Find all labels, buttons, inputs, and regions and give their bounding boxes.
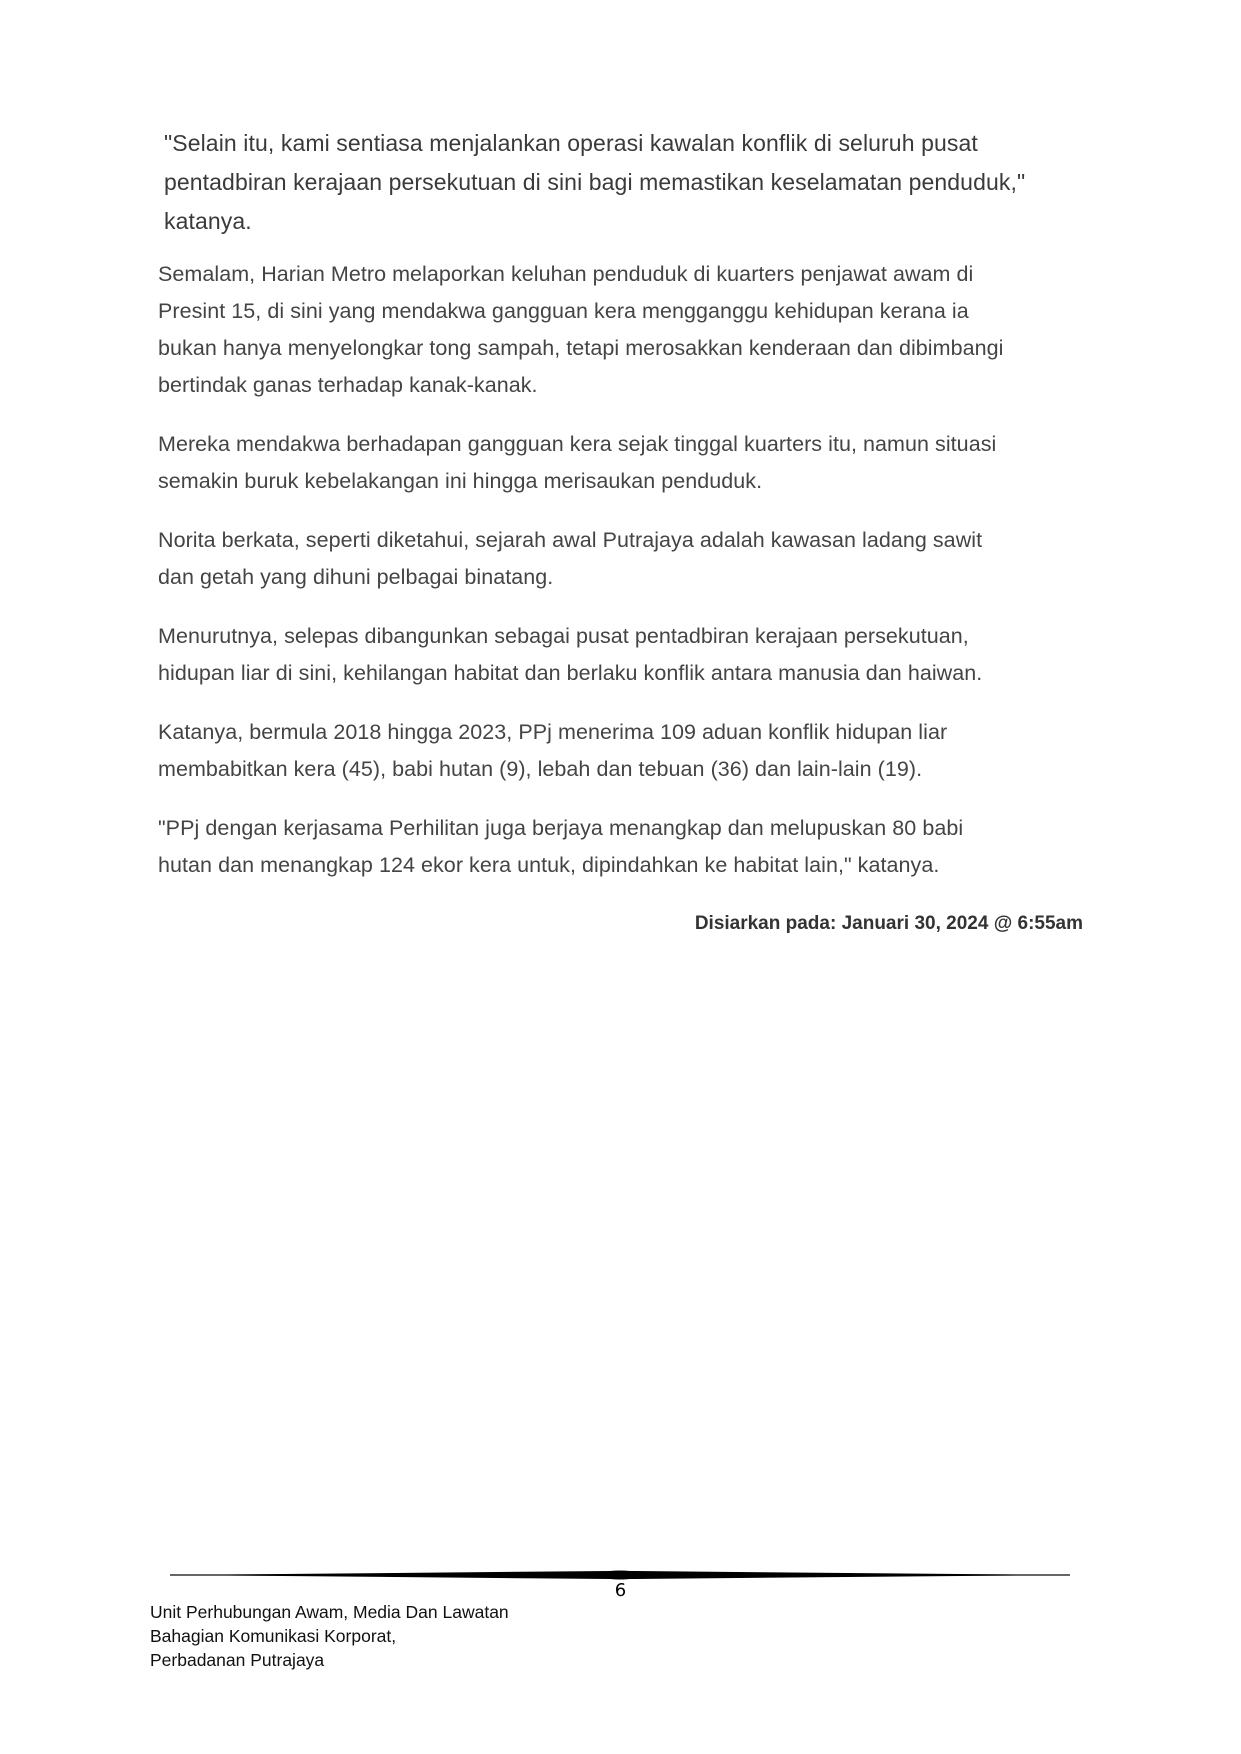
- paragraph-line: Menurutnya, selepas dibangunkan sebagai pusat pentadbiran kerajaan persekutuan,: [158, 624, 969, 648]
- paragraph: [158, 810, 1098, 884]
- page-number: 6: [614, 1580, 627, 1601]
- paragraph-line: bukan hanya menyelongkar tong sampah, tetapi merosakkan kenderaan dan dibimbangi: [158, 336, 1004, 360]
- footer-organization: [150, 1600, 509, 1672]
- paragraph-line: membabitkan kera (45), babi hutan (9), lebah dan tebuan (36) dan lain-lain (19).: [158, 757, 923, 781]
- article-body: [158, 124, 1098, 884]
- quote-line: "Selain itu, kami sentiasa menjalankan operasi kawalan konflik di seluruh pusat: [164, 130, 978, 156]
- paragraph-line: Mereka mendakwa berhadapan gangguan kera sejak tinggal kuarters itu, namun situasi: [158, 432, 997, 456]
- footer-line: Unit Perhubungan Awam, Media Dan Lawatan: [150, 1602, 509, 1622]
- paragraph: [158, 426, 1098, 500]
- quote-line: pentadbiran kerajaan persekutuan di sini bagi memastikan keselamatan penduduk,": [164, 169, 1026, 195]
- quote-line: katanya.: [164, 208, 252, 234]
- paragraph: [158, 618, 1098, 692]
- paragraph: [158, 256, 1098, 404]
- footer-line: Bahagian Komunikasi Korporat,: [150, 1626, 397, 1646]
- paragraph-line: dan getah yang dihuni pelbagai binatang.: [158, 565, 554, 589]
- paragraph-line: bertindak ganas terhadap kanak-kanak.: [158, 373, 538, 397]
- published-date: Disiarkan pada: Januari 30, 2024 @ 6:55am: [694, 913, 1083, 934]
- paragraph-line: Norita berkata, seperti diketahui, sejarah awal Putrajaya adalah kawasan ladang sawit: [158, 528, 983, 552]
- paragraph: [158, 714, 1098, 788]
- footer-line: Perbadanan Putrajaya: [150, 1650, 325, 1670]
- paragraph: [158, 522, 1098, 596]
- paragraph-line: Semalam, Harian Metro melaporkan keluhan penduduk di kuarters penjawat awam di: [158, 262, 974, 286]
- paragraph-line: hutan dan menangkap 124 ekor kera untuk, dipindahkan ke habitat lain," katanya.: [158, 853, 940, 877]
- paragraph-line: hidupan liar di sini, kehilangan habitat dan berlaku konflik antara manusia dan haiwan.: [158, 661, 983, 685]
- paragraph-line: Presint 15, di sini yang mendakwa gangguan kera mengganggu kehidupan kerana ia: [158, 299, 969, 323]
- paragraph-line: Katanya, bermula 2018 hingga 2023, PPj menerima 109 aduan konflik hidupan liar: [158, 720, 948, 744]
- quote-paragraph: [164, 124, 1098, 241]
- paragraph-line: "PPj dengan kerjasama Perhilitan juga berjaya menangkap dan melupuskan 80 babi: [158, 816, 964, 840]
- paragraph-line: semakin buruk kebelakangan ini hingga merisaukan penduduk.: [158, 469, 763, 493]
